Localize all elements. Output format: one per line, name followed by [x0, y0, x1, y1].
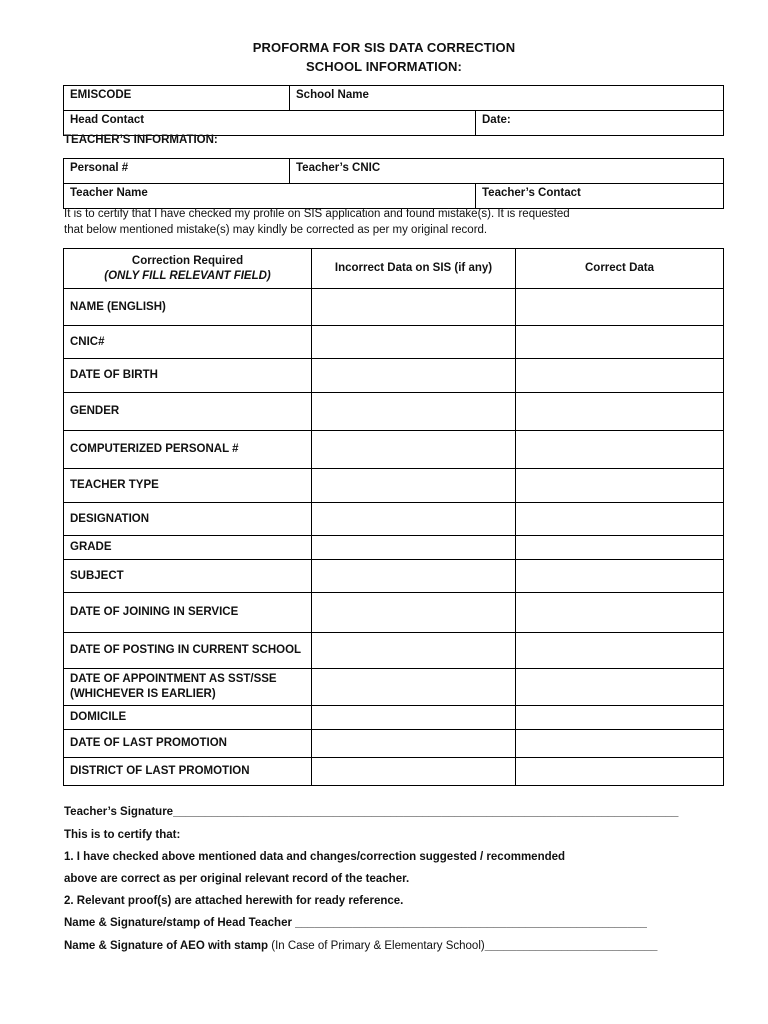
- table-row: [64, 469, 724, 503]
- correct-data-cell[interactable]: [516, 669, 724, 706]
- head-teacher-signature-line[interactable]: Name & Signature/stamp of Head Teacher _______________________________________________________: [64, 917, 647, 929]
- row-label-line-1: DATE OF APPOINTMENT AS SST/SSE: [70, 673, 277, 685]
- row-label: DISTRICT OF LAST PROMOTION: [64, 758, 312, 786]
- table-row: [64, 536, 724, 560]
- correct-data-cell[interactable]: [516, 593, 724, 633]
- incorrect-data-cell[interactable]: [312, 633, 516, 669]
- certify-point-1-line-1: 1. I have checked above mentioned data and changes/correction suggested / recommended: [64, 851, 566, 863]
- aeo-signature-note: (In Case of Primary & Elementary School): [268, 940, 485, 952]
- row-label: GENDER: [64, 393, 312, 431]
- aeo-signature-line[interactable]: [64, 940, 657, 952]
- table-row: [64, 359, 724, 393]
- table-row: [64, 326, 724, 359]
- row-label-line-2: (WHICHEVER IS EARLIER): [70, 688, 216, 700]
- row-label: GRADE: [64, 536, 312, 560]
- incorrect-data-cell[interactable]: [312, 593, 516, 633]
- row-label: DATE OF POSTING IN CURRENT SCHOOL: [64, 633, 312, 669]
- incorrect-data-cell[interactable]: [312, 536, 516, 560]
- certify-point-2: 2. Relevant proof(s) are attached herewith for ready reference.: [64, 895, 404, 907]
- school-info-table: [63, 85, 724, 136]
- correct-data-cell[interactable]: [516, 469, 724, 503]
- table-row: [64, 730, 724, 758]
- date-field[interactable]: Date:: [476, 111, 724, 136]
- table-row: [64, 593, 724, 633]
- incorrect-data-cell[interactable]: [312, 560, 516, 593]
- certify-point-1-line-2: above are correct as per original relevant record of the teacher.: [64, 873, 410, 885]
- incorrect-data-cell[interactable]: [312, 730, 516, 758]
- row-label: DATE OF LAST PROMOTION: [64, 730, 312, 758]
- correct-data-cell[interactable]: [516, 560, 724, 593]
- row-label: DOMICILE: [64, 706, 312, 730]
- table-row: [64, 289, 724, 326]
- teacher-info-table: [63, 158, 724, 209]
- correct-data-cell[interactable]: [516, 393, 724, 431]
- header-correct-data: Correct Data: [516, 249, 724, 289]
- row-label: DATE OF JOINING IN SERVICE: [64, 593, 312, 633]
- table-row: [64, 503, 724, 536]
- correct-data-cell[interactable]: [516, 359, 724, 393]
- row-label: DATE OF BIRTH: [64, 359, 312, 393]
- correct-data-cell[interactable]: [516, 431, 724, 469]
- table-row: [64, 758, 724, 786]
- incorrect-data-cell[interactable]: [312, 359, 516, 393]
- document-title: PROFORMA FOR SIS DATA CORRECTION: [252, 40, 516, 55]
- school-info-heading: SCHOOL INFORMATION:: [306, 59, 462, 74]
- head-contact-field[interactable]: Head Contact: [64, 111, 476, 136]
- correct-data-cell[interactable]: [516, 503, 724, 536]
- row-label: TEACHER TYPE: [64, 469, 312, 503]
- correction-table: [63, 248, 724, 786]
- emiscode-field[interactable]: EMISCODE: [64, 86, 290, 111]
- correct-data-cell[interactable]: [516, 536, 724, 560]
- row-label: COMPUTERIZED PERSONAL #: [64, 431, 312, 469]
- aeo-signature-label: Name & Signature of AEO with stamp: [64, 940, 269, 952]
- row-label: SUBJECT: [64, 560, 312, 593]
- school-name-field[interactable]: School Name: [290, 86, 724, 111]
- correct-data-cell[interactable]: [516, 326, 724, 359]
- correct-data-cell[interactable]: [516, 730, 724, 758]
- incorrect-data-cell[interactable]: [312, 326, 516, 359]
- table-row: [64, 431, 724, 469]
- teacher-name-field[interactable]: Teacher Name: [64, 184, 476, 209]
- teacher-signature-line[interactable]: Teacher’s Signature_______________________________________________________________________________: [64, 806, 679, 818]
- row-label: [64, 669, 312, 706]
- certify-statement: [64, 207, 704, 238]
- teacher-contact-field[interactable]: Teacher’s Contact: [476, 184, 724, 209]
- table-row: [64, 560, 724, 593]
- correct-data-cell[interactable]: [516, 706, 724, 730]
- table-row: [64, 393, 724, 431]
- table-row: [64, 669, 724, 706]
- teacher-cnic-field[interactable]: Teacher’s CNIC: [290, 159, 724, 184]
- correct-data-cell[interactable]: [516, 758, 724, 786]
- incorrect-data-cell[interactable]: [312, 503, 516, 536]
- row-label: DESIGNATION: [64, 503, 312, 536]
- correct-data-cell[interactable]: [516, 289, 724, 326]
- header-correction-required: [64, 249, 312, 289]
- certify-line-2: that below mentioned mistake(s) may kindly be corrected as per my original record.: [64, 223, 488, 236]
- table-row: [64, 706, 724, 730]
- incorrect-data-cell[interactable]: [312, 758, 516, 786]
- correction-table-header: [64, 249, 724, 289]
- incorrect-data-cell[interactable]: [312, 431, 516, 469]
- header-fill-relevant-note: (ONLY FILL RELEVANT FIELD): [104, 269, 271, 282]
- row-label: CNIC#: [64, 326, 312, 359]
- teacher-info-heading: TEACHER’S INFORMATION:: [64, 134, 218, 146]
- correct-data-cell[interactable]: [516, 633, 724, 669]
- row-label: NAME (ENGLISH): [64, 289, 312, 326]
- incorrect-data-cell[interactable]: [312, 469, 516, 503]
- incorrect-data-cell[interactable]: [312, 706, 516, 730]
- incorrect-data-cell[interactable]: [312, 289, 516, 326]
- certify-intro: This is to certify that:: [64, 829, 181, 841]
- header-incorrect-data: Incorrect Data on SIS (if any): [312, 249, 516, 289]
- incorrect-data-cell[interactable]: [312, 669, 516, 706]
- certify-line-1: It is to certify that I have checked my profile on SIS application and found mistake(s). It is requested: [64, 208, 570, 220]
- table-row: [64, 633, 724, 669]
- header-correction-required-label: Correction Required: [131, 254, 244, 267]
- aeo-signature-blank: ___________________________: [484, 940, 658, 952]
- personal-number-field[interactable]: Personal #: [64, 159, 290, 184]
- incorrect-data-cell[interactable]: [312, 393, 516, 431]
